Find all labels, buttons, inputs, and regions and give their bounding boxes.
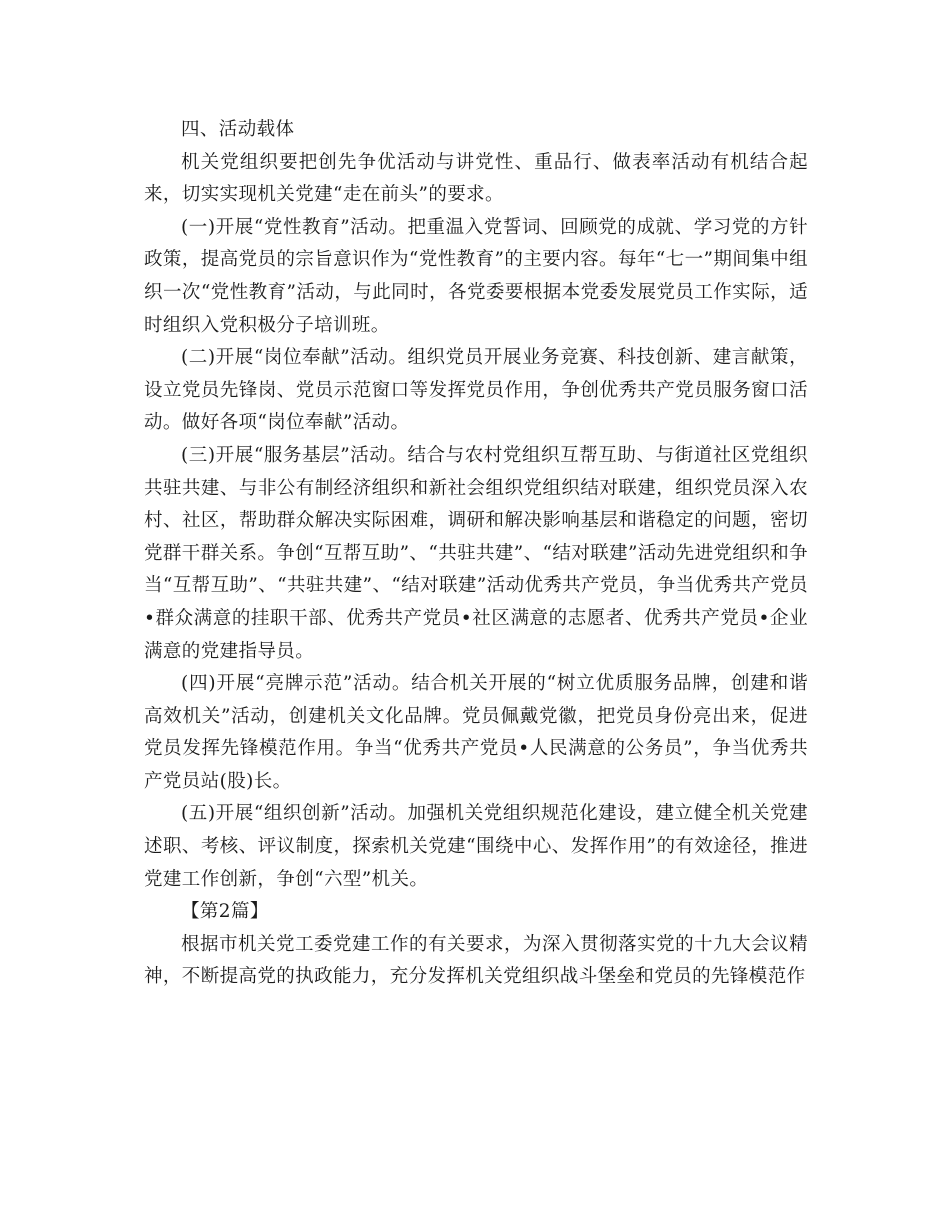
section-2-label: 【第2篇】 — [181, 901, 269, 923]
item-paragraph-3: (三)开展“服务基层”活动。结合与农村党组织互帮互助、与街道社区党组织共驻共建、与非公有制经济组织和新社会组织党组织结对联建，组织党员深入农村、社区，帮助群众解决实际困难，调研和解决影响基层和谐稳定的问题，密切党群干群关系。争创“互帮互助”、“共驻共建”、“结对联建”活动先进党组织和争当“互帮互助”、“共驻共建”、“结对联建”活动优秀共产党员，争当优秀共产党员•群众满意的挂职干部、优秀共产党员•社区满意的志愿者、优秀共产党员•企业满意的党建指导员。 — [144, 444, 808, 662]
document-body — [144, 114, 808, 994]
section-2-intro: 根据市机关党工委党建工作的有关要求，为深入贯彻落实党的十九大会议精神，不断提高党的执政能力，充分发挥机关党组织战斗堡垒和党员的先锋模范作 — [144, 933, 808, 988]
section-heading: 四、活动载体 — [181, 119, 295, 140]
item-paragraph-2: (二)开展“岗位奉献”活动。组织党员开展业务竞赛、科技创新、建言献策，设立党员先锋岗、党员示范窗口等发挥党员作用，争创优秀共产党员服务窗口活动。做好各项“岗位奉献”活动。 — [144, 347, 808, 434]
item-paragraph-1: (一)开展“党性教育”活动。把重温入党誓词、回顾党的成就、学习党的方针政策，提高党员的宗旨意识作为“党性教育”的主要内容。每年“七一”期间集中组织一次“党性教育”活动，与此同时，各党委要根据本党委发展党员工作实际，适时组织入党积极分子培训班。 — [144, 216, 808, 336]
item-paragraph-4: (四)开展“亮牌示范”活动。结合机关开展的“树立优质服务品牌，创建和谐高效机关”活动，创建机关文化品牌。党员佩戴党徽，把党员身份亮出来，促进党员发挥先锋模范作用。争当“优秀共产党员•人民满意的公务员”，争当优秀共产党员站(股)长。 — [144, 673, 808, 792]
intro-paragraph: 机关党组织要把创先争优活动与讲党性、重品行、做表率活动有机结合起来，切实实现机关党建“走在前头”的要求。 — [144, 151, 808, 206]
item-paragraph-5: (五)开展“组织创新”活动。加强机关党组织规范化建设，建立健全机关党建述职、考核、评议制度，探索机关党建“围绕中心、发挥作用”的有效途径，推进党建工作创新，争创“六型”机关。 — [144, 803, 808, 890]
